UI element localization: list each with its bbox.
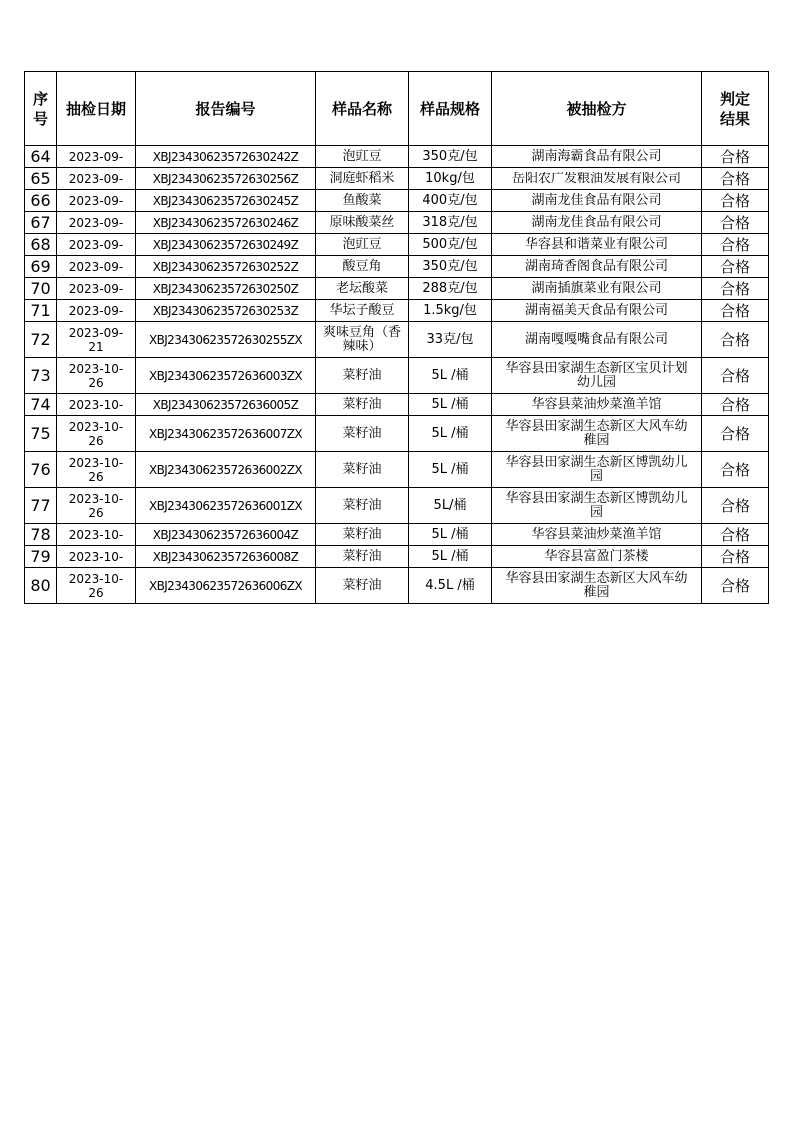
cell-date: 2023-09- [57,212,136,234]
cell-result: 合格 [702,300,769,322]
cell-date: 2023-10- [57,546,136,568]
header-result: 判定结果 [702,72,769,146]
cell-report-no: XBJ23430623572636003ZX [136,358,316,394]
cell-result: 合格 [702,212,769,234]
inspection-results-table [24,71,769,604]
cell-result: 合格 [702,168,769,190]
cell-seq: 70 [25,278,57,300]
table-row [25,256,769,278]
cell-inspected-party: 湖南琦香阁食品有限公司 [492,256,702,278]
cell-inspected-party: 湖南海霸食品有限公司 [492,146,702,168]
cell-result: 合格 [702,358,769,394]
cell-report-no: XBJ23430623572636007ZX [136,416,316,452]
table-row [25,546,769,568]
cell-sample-name: 菜籽油 [316,488,409,524]
cell-report-no: XBJ23430623572630256Z [136,168,316,190]
cell-result: 合格 [702,322,769,358]
cell-sample-spec: 5L /桶 [409,358,492,394]
cell-result: 合格 [702,568,769,604]
cell-report-no: XBJ23430623572636001ZX [136,488,316,524]
cell-date: 2023-10-26 [57,488,136,524]
header-date: 抽检日期 [57,72,136,146]
cell-result: 合格 [702,416,769,452]
header-sample-spec: 样品规格 [409,72,492,146]
cell-date: 2023-10-26 [57,568,136,604]
table-row [25,488,769,524]
cell-report-no: XBJ23430623572630252Z [136,256,316,278]
cell-sample-name: 菜籽油 [316,394,409,416]
cell-report-no: XBJ23430623572630250Z [136,278,316,300]
cell-inspected-party: 华容县菜油炒菜渔羊馆 [492,394,702,416]
cell-date: 2023-09- [57,190,136,212]
cell-result: 合格 [702,256,769,278]
cell-sample-spec: 350克/包 [409,146,492,168]
table-row [25,358,769,394]
cell-date: 2023-10- [57,524,136,546]
table-row [25,278,769,300]
cell-sample-name: 菜籽油 [316,546,409,568]
cell-date: 2023-10-26 [57,358,136,394]
cell-sample-name: 菜籽油 [316,358,409,394]
cell-report-no: XBJ23430623572630245Z [136,190,316,212]
cell-result: 合格 [702,394,769,416]
cell-result: 合格 [702,278,769,300]
cell-sample-spec: 5L /桶 [409,452,492,488]
cell-sample-spec: 5L/桶 [409,488,492,524]
cell-result: 合格 [702,452,769,488]
cell-report-no: XBJ23430623572630255ZX [136,322,316,358]
cell-sample-name: 老坛酸菜 [316,278,409,300]
cell-inspected-party: 湖南插旗菜业有限公司 [492,278,702,300]
cell-sample-spec: 400克/包 [409,190,492,212]
cell-inspected-party: 华容县田家湖生态新区大风车幼稚园 [492,568,702,604]
table-row [25,416,769,452]
cell-date: 2023-09-21 [57,322,136,358]
cell-result: 合格 [702,146,769,168]
cell-inspected-party: 华容县田家湖生态新区宝贝计划幼儿园 [492,358,702,394]
cell-sample-name: 泡豇豆 [316,146,409,168]
cell-report-no: XBJ23430623572636008Z [136,546,316,568]
cell-inspected-party: 华容县和谐菜业有限公司 [492,234,702,256]
table-row [25,234,769,256]
cell-sample-name: 鱼酸菜 [316,190,409,212]
cell-result: 合格 [702,488,769,524]
cell-report-no: XBJ23430623572630246Z [136,212,316,234]
header-report-no: 报告编号 [136,72,316,146]
cell-result: 合格 [702,524,769,546]
header-seq: 序号 [25,72,57,146]
cell-date: 2023-10-26 [57,452,136,488]
cell-seq: 66 [25,190,57,212]
cell-sample-spec: 5L /桶 [409,546,492,568]
cell-seq: 72 [25,322,57,358]
cell-sample-name: 菜籽油 [316,416,409,452]
table-row [25,212,769,234]
table-row [25,146,769,168]
cell-seq: 77 [25,488,57,524]
header-inspected-party: 被抽检方 [492,72,702,146]
table-row [25,300,769,322]
cell-inspected-party: 华容县富盈门茶楼 [492,546,702,568]
cell-inspected-party: 湖南福美天食品有限公司 [492,300,702,322]
cell-report-no: XBJ23430623572630249Z [136,234,316,256]
cell-date: 2023-09- [57,168,136,190]
cell-sample-spec: 4.5L /桶 [409,568,492,604]
cell-sample-name: 菜籽油 [316,568,409,604]
cell-seq: 78 [25,524,57,546]
cell-sample-name: 酸豆角 [316,256,409,278]
cell-seq: 76 [25,452,57,488]
cell-result: 合格 [702,234,769,256]
cell-sample-name: 菜籽油 [316,452,409,488]
cell-sample-spec: 288克/包 [409,278,492,300]
header-sample-name: 样品名称 [316,72,409,146]
cell-seq: 80 [25,568,57,604]
cell-sample-spec: 350克/包 [409,256,492,278]
cell-date: 2023-09- [57,278,136,300]
cell-sample-spec: 5L /桶 [409,524,492,546]
cell-inspected-party: 华容县菜油炒菜渔羊馆 [492,524,702,546]
table-row [25,394,769,416]
cell-sample-name: 菜籽油 [316,524,409,546]
cell-inspected-party: 湖南嘎嘎嘴食品有限公司 [492,322,702,358]
cell-inspected-party: 岳阳农广发粮油发展有限公司 [492,168,702,190]
cell-sample-spec: 1.5kg/包 [409,300,492,322]
cell-seq: 74 [25,394,57,416]
table-header [25,72,769,146]
cell-sample-spec: 10kg/包 [409,168,492,190]
cell-report-no: XBJ23430623572630242Z [136,146,316,168]
cell-sample-spec: 33克/包 [409,322,492,358]
cell-date: 2023-10- [57,394,136,416]
cell-inspected-party: 湖南龙佳食品有限公司 [492,212,702,234]
table-row [25,190,769,212]
cell-seq: 64 [25,146,57,168]
table-body [25,146,769,604]
cell-report-no: XBJ23430623572636006ZX [136,568,316,604]
cell-sample-name: 原味酸菜丝 [316,212,409,234]
cell-report-no: XBJ23430623572630253Z [136,300,316,322]
cell-seq: 75 [25,416,57,452]
cell-sample-spec: 500克/包 [409,234,492,256]
cell-date: 2023-09- [57,300,136,322]
cell-result: 合格 [702,190,769,212]
cell-seq: 68 [25,234,57,256]
table-row [25,168,769,190]
cell-date: 2023-10-26 [57,416,136,452]
table-row [25,322,769,358]
table-row [25,524,769,546]
cell-date: 2023-09- [57,256,136,278]
cell-inspected-party: 湖南龙佳食品有限公司 [492,190,702,212]
cell-sample-spec: 5L /桶 [409,416,492,452]
cell-sample-spec: 5L /桶 [409,394,492,416]
cell-seq: 71 [25,300,57,322]
cell-report-no: XBJ23430623572636002ZX [136,452,316,488]
cell-inspected-party: 华容县田家湖生态新区大风车幼稚园 [492,416,702,452]
cell-result: 合格 [702,546,769,568]
cell-sample-spec: 318克/包 [409,212,492,234]
cell-inspected-party: 华容县田家湖生态新区博凯幼儿园 [492,452,702,488]
table-row [25,568,769,604]
table-row [25,452,769,488]
cell-inspected-party: 华容县田家湖生态新区博凯幼儿园 [492,488,702,524]
cell-sample-name: 华坛子酸豆 [316,300,409,322]
cell-seq: 67 [25,212,57,234]
cell-date: 2023-09- [57,146,136,168]
cell-seq: 79 [25,546,57,568]
cell-date: 2023-09- [57,234,136,256]
cell-report-no: XBJ23430623572636005Z [136,394,316,416]
cell-seq: 65 [25,168,57,190]
cell-sample-name: 爽味豆角（香辣味） [316,322,409,358]
cell-sample-name: 洞庭虾稻米 [316,168,409,190]
cell-seq: 69 [25,256,57,278]
cell-sample-name: 泡豇豆 [316,234,409,256]
cell-report-no: XBJ23430623572636004Z [136,524,316,546]
report-sheet [24,71,769,604]
cell-seq: 73 [25,358,57,394]
